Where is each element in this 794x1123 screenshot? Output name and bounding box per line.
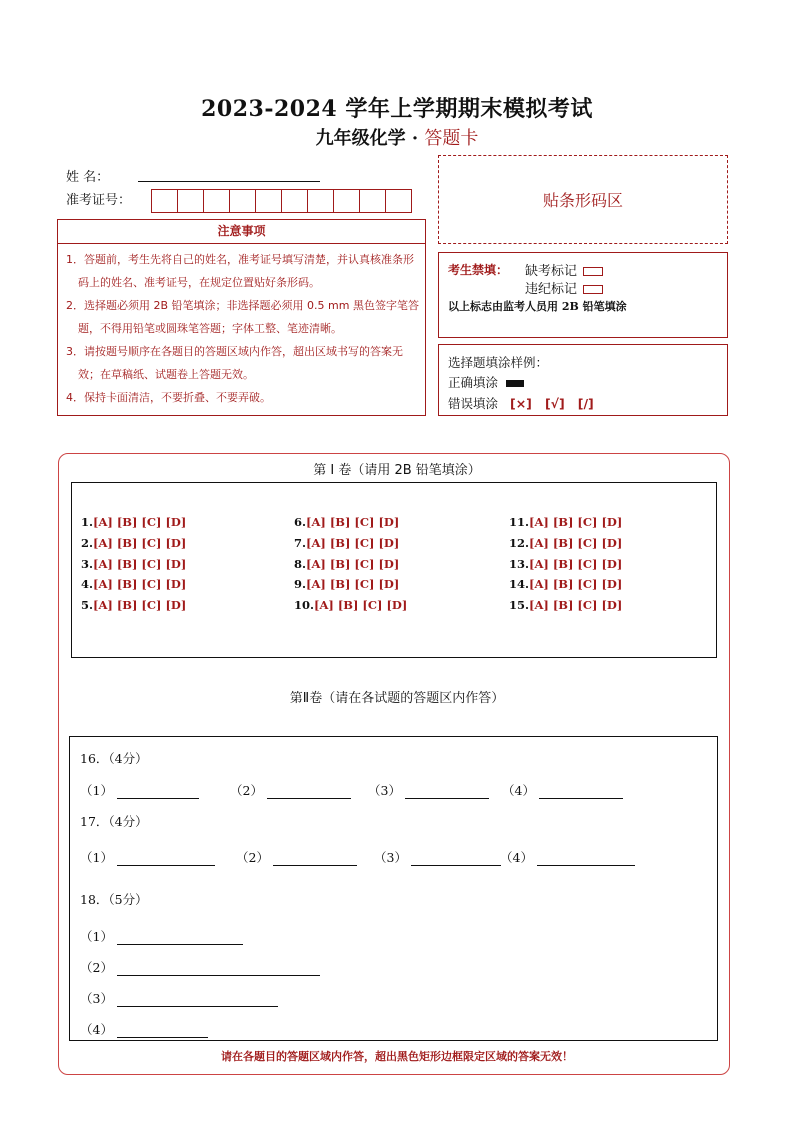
section1-title: 第 I 卷（请用 2B 铅笔填涂） <box>313 463 481 478</box>
violation-label: 违纪标记 <box>525 282 578 297</box>
subtitle-main: 九年级化学 · <box>315 128 425 149</box>
free-response-area <box>69 736 718 1041</box>
forbidden-label: 考生禁填： <box>448 263 509 277</box>
notice-box <box>57 219 426 416</box>
id-label: 准考证号： <box>66 193 132 208</box>
q16-part4[interactable]: （4） <box>502 781 623 799</box>
mc-question[interactable]: 4.[A] [B] [C] [D] <box>81 577 187 591</box>
id-digit-box[interactable] <box>204 190 230 212</box>
multiple-choice-area <box>71 482 717 658</box>
id-digit-box[interactable] <box>334 190 360 212</box>
q18-part4[interactable]: （4） <box>80 1020 208 1038</box>
q16-part2[interactable]: （2） <box>230 781 351 799</box>
footer-warning: 请在各题目的答题区域内作答，超出黑色矩形边框限定区域的答案无效！ <box>221 1050 573 1063</box>
mc-question[interactable]: 3.[A] [B] [C] [D] <box>81 557 187 571</box>
mc-question[interactable]: 15.[A] [B] [C] [D] <box>509 598 623 612</box>
mc-question[interactable]: 7.[A] [B] [C] [D] <box>294 536 400 550</box>
mc-question[interactable]: 9.[A] [B] [C] [D] <box>294 577 400 591</box>
subtitle-kind: 答题卡 <box>424 128 479 149</box>
id-digit-box[interactable] <box>230 190 256 212</box>
mc-question[interactable]: 2.[A] [B] [C] [D] <box>81 536 187 550</box>
absent-label: 缺考标记 <box>525 264 578 279</box>
forbidden-box <box>438 252 728 338</box>
notice-item: 4．保持卡面清洁，不要折叠、不要弄破。 <box>66 391 271 404</box>
fill-example-title: 选择题填涂样例： <box>448 355 549 370</box>
q17-title: 17．（4分） <box>80 814 148 829</box>
q18-part1[interactable]: （1） <box>80 927 243 945</box>
wrong-fill-marks: [×] [√] [/] <box>510 396 594 411</box>
id-number-boxes[interactable] <box>151 189 412 213</box>
q16-title: 16．（4分） <box>80 751 148 766</box>
notice-item: 2．选择题必须用 2B 铅笔填涂；非选择题必须用 0.5 mm 黑色签字笔答题，不得用铅笔或圆珠笔答题；字体工整、笔迹清晰。 <box>66 299 419 335</box>
notice-item: 3．请按题号顺序在各题目的答题区域内作答，超出区域书写的答案无效；在草稿纸、试题卷上答题无效。 <box>66 345 403 381</box>
name-label: 姓 名： <box>66 170 110 185</box>
barcode-area <box>438 155 728 244</box>
wrong-fill-label: 错误填涂 <box>448 396 499 411</box>
q17-part3[interactable]: （3） <box>374 848 501 866</box>
page-subtitle <box>0 124 794 150</box>
id-digit-box[interactable] <box>386 190 411 212</box>
barcode-label: 贴条形码区 <box>542 191 623 210</box>
mc-question[interactable]: 6.[A] [B] [C] [D] <box>294 515 400 529</box>
q16-part3[interactable]: （3） <box>368 781 489 799</box>
q18-title: 18．（5分） <box>80 892 148 907</box>
mc-question[interactable]: 1.[A] [B] [C] [D] <box>81 515 187 529</box>
mc-question[interactable]: 10.[A] [B] [C] [D] <box>294 598 408 612</box>
q16-part1[interactable]: （1） <box>80 781 199 799</box>
q17-part4[interactable]: （4） <box>500 848 635 866</box>
id-digit-box[interactable] <box>282 190 308 212</box>
mc-question[interactable]: 13.[A] [B] [C] [D] <box>509 557 623 571</box>
notice-title: 注意事项 <box>58 220 425 244</box>
id-digit-box[interactable] <box>360 190 386 212</box>
forbidden-note: 以上标志由监考人员用 2B 铅笔填涂 <box>448 300 627 313</box>
correct-fill-label: 正确填涂 <box>448 375 499 390</box>
mc-question[interactable]: 14.[A] [B] [C] [D] <box>509 577 623 591</box>
fill-example-box <box>438 344 728 416</box>
mc-question[interactable]: 12.[A] [B] [C] [D] <box>509 536 623 550</box>
mc-question[interactable]: 8.[A] [B] [C] [D] <box>294 557 400 571</box>
id-digit-box[interactable] <box>256 190 282 212</box>
id-digit-box[interactable] <box>308 190 334 212</box>
q18-part2[interactable]: （2） <box>80 958 320 976</box>
section2-title: 第Ⅱ卷（请在各试题的答题区内作答） <box>289 691 505 706</box>
id-digit-box[interactable] <box>152 190 178 212</box>
absent-mark[interactable] <box>583 267 603 276</box>
page-title: 2023-2024 学年上学期期末模拟考试 <box>201 96 593 122</box>
q18-part3[interactable]: （3） <box>80 989 278 1007</box>
violation-mark[interactable] <box>583 285 603 294</box>
notice-item: 1．答题前，考生先将自己的姓名，准考证号填写清楚，并认真核准条形码上的姓名、准考证号，在规定位置贴好条形码。 <box>66 253 414 289</box>
q17-part2[interactable]: （2） <box>236 848 357 866</box>
q17-part1[interactable]: （1） <box>80 848 215 866</box>
mc-question[interactable]: 11.[A] [B] [C] [D] <box>509 515 623 529</box>
mc-question[interactable]: 5.[A] [B] [C] [D] <box>81 598 187 612</box>
name-field[interactable] <box>138 167 320 182</box>
correct-fill-mark <box>506 380 524 387</box>
id-digit-box[interactable] <box>178 190 204 212</box>
